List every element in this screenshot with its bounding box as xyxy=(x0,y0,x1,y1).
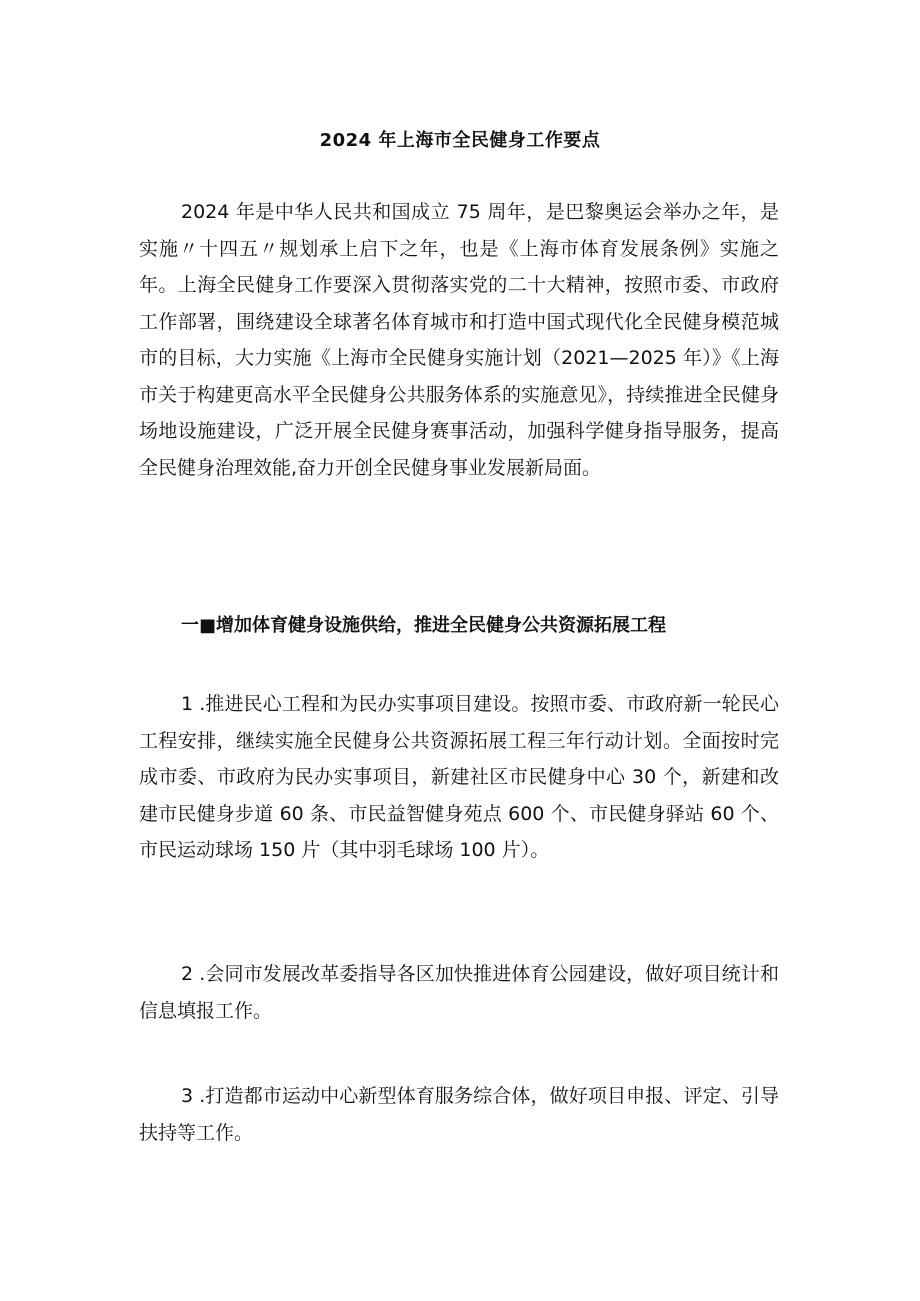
list-item: 2 .会同市发展改革委指导各区加快推进体育公园建设，做好项目统计和信息填报工作。 xyxy=(139,963,779,1022)
document-title: 2024 年上海市全民健身工作要点 xyxy=(319,130,601,151)
intro-paragraph: 2024 年是中华人民共和国成立 75 周年，是巴黎奥运会举办之年，是实施〃十四五〃规划承上启下之年，也是《上海市体育发展条例》实施之年。上海全民健身工作要深入贯彻落实党的二十大精神，按照市委、市政府工作部署，围绕建设全球著名体育城市和打造中国式现代化全民健身模范城市的目标，大力实施《上海市全民健身实施计划（2021—2025 年）》《上海市关于构建更高水平全民健身公共服务体系的实施意见》，持续推进全民健身场地设施建设，广泛开展全民健身赛事活动，加强科学健身指导服务，提高全民健身治理效能,奋力开创全民健身事业发展新局面。 xyxy=(139,201,779,479)
list-item: 3 .打造都市运动中心新型体育服务综合体，做好项目申报、评定、引导扶持等工作。 xyxy=(139,1085,779,1144)
list-item: 1 .推进民心工程和为民办实事项目建设。按照市委、市政府新一轮民心工程安排，继续实施全民健身公共资源拓展工程三年行动计划。全面按时完成市委、市政府为民办实事项目，新建社区市民健身中心 30 个，新建和改建市民健身步道 60 条、市民益智健身苑点 600 个、市民健身驿站 60 个、市民运动球场 150 片（其中羽毛球场 100 片）。 xyxy=(139,693,779,861)
section-heading: 一■增加体育健身设施供给，推进全民健身公共资源拓展工程 xyxy=(181,615,667,636)
